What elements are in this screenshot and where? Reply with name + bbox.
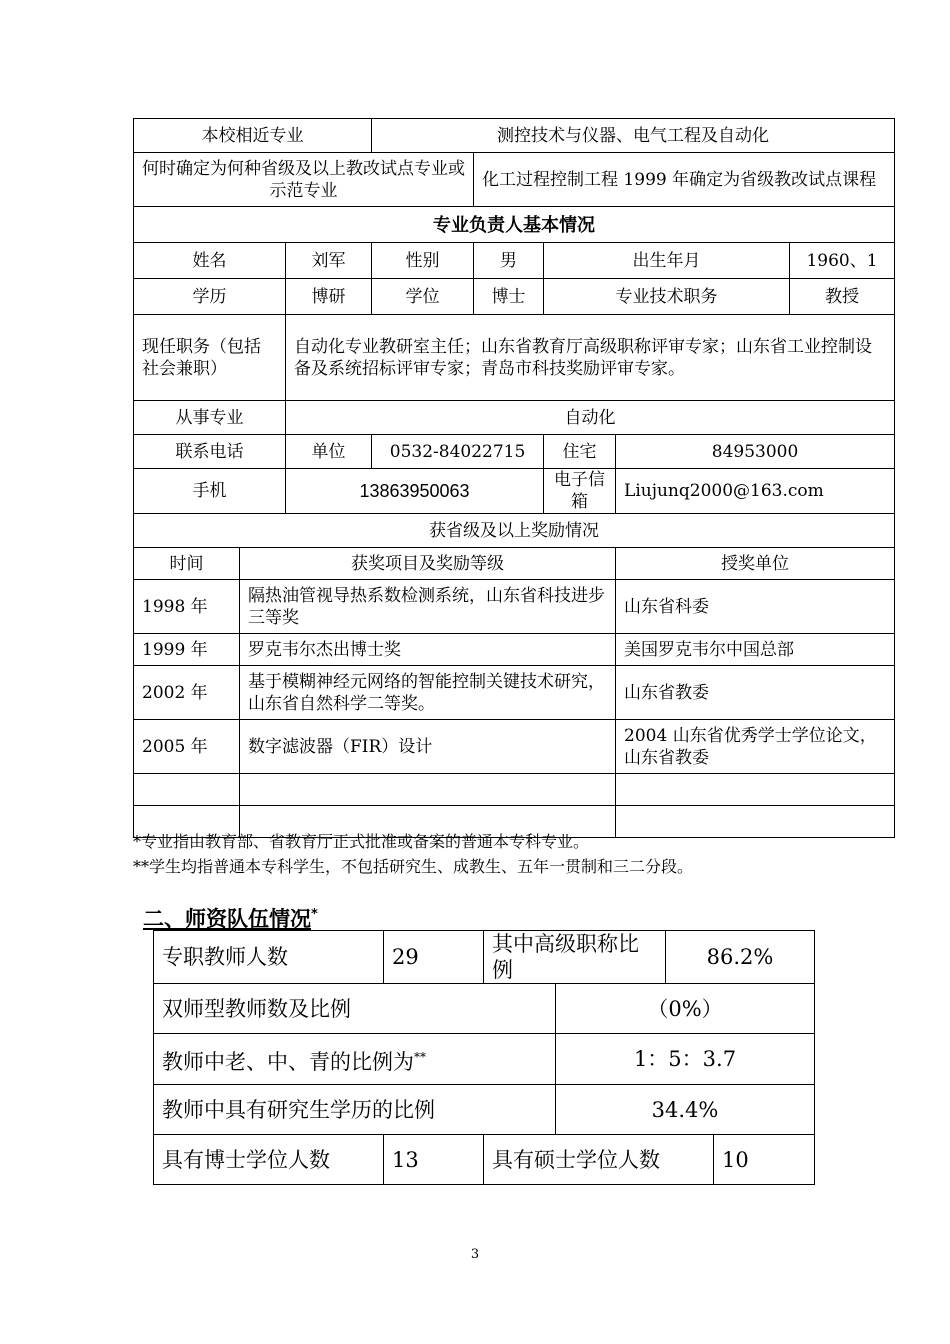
master-value: 10 bbox=[714, 1135, 815, 1185]
work-phone-label: 单位 bbox=[286, 435, 372, 469]
senior-label: 其中高级职称比例 bbox=[484, 931, 666, 984]
award-year: 1998 年 bbox=[134, 580, 240, 634]
degree-value: 博士 bbox=[474, 279, 544, 315]
mobile-value: 13863950063 bbox=[286, 469, 544, 514]
award-year: 2005 年 bbox=[134, 720, 240, 774]
degree-label: 学位 bbox=[372, 279, 474, 315]
empty-cell bbox=[616, 774, 895, 806]
title-value: 教授 bbox=[790, 279, 895, 315]
award-unit: 2004 山东省优秀学士学位论文，山东省教委 bbox=[616, 720, 895, 774]
age-value: 1：5：3.7 bbox=[556, 1034, 815, 1085]
award-unit: 山东省教委 bbox=[616, 666, 895, 720]
name-label: 姓名 bbox=[134, 243, 286, 279]
award-item: 隔热油管视导热系数检测系统，山东省科技进步三等奖 bbox=[240, 580, 616, 634]
mobile-label: 手机 bbox=[134, 469, 286, 514]
education-label: 学历 bbox=[134, 279, 286, 315]
phd-label: 具有博士学位人数 bbox=[154, 1135, 384, 1185]
page-number: 3 bbox=[470, 1247, 480, 1262]
award-unit: 山东省科委 bbox=[616, 580, 895, 634]
education-value: 博研 bbox=[286, 279, 372, 315]
dual-label: 双师型教师数及比例 bbox=[154, 984, 556, 1034]
footnote-1: *专业指由教育部、省教育厅正式批准或备案的普通本专科专业。 bbox=[133, 832, 590, 851]
gender-label: 性别 bbox=[372, 243, 474, 279]
gender-value: 男 bbox=[474, 243, 544, 279]
work-phone-value: 0532-84022715 bbox=[372, 435, 544, 469]
awards-header-time: 时间 bbox=[134, 548, 240, 580]
pilot-value: 化工过程控制工程 1999 年确定为省级教改试点课程 bbox=[474, 153, 895, 207]
award-item: 基于模糊神经元网络的智能控制关键技术研究，山东省自然科学二等奖。 bbox=[240, 666, 616, 720]
table-row bbox=[134, 580, 895, 634]
position-value: 自动化专业教研室主任；山东省教育厅高级职称评审专家；山东省工业控制设备及系统招标评审专家；青岛市科技奖励评审专家。 bbox=[286, 315, 895, 401]
table-row bbox=[134, 634, 895, 666]
table-row bbox=[134, 666, 895, 720]
faculty-table bbox=[153, 930, 815, 1185]
related-major-value: 测控技术与仪器、电气工程及自动化 bbox=[372, 119, 895, 153]
field-value: 自动化 bbox=[286, 401, 895, 435]
awards-header-item: 获奖项目及奖励等级 bbox=[240, 548, 616, 580]
pilot-label: 何时确定为何种省级及以上教改试点专业或示范专业 bbox=[134, 153, 474, 207]
faculty-section-title-text: 二、师资队伍情况 bbox=[143, 907, 311, 931]
master-label: 具有硕士学位人数 bbox=[484, 1135, 714, 1185]
table-row bbox=[134, 774, 895, 806]
age-label bbox=[154, 1034, 556, 1085]
phone-label: 联系电话 bbox=[134, 435, 286, 469]
faculty-section-mark: * bbox=[311, 907, 318, 922]
birth-value: 1960、1 bbox=[790, 243, 895, 279]
dual-value: （0%） bbox=[556, 984, 815, 1034]
empty-cell bbox=[240, 774, 616, 806]
footnote-2: **学生均指普通本专科学生，不包括研究生、成教生、五年一贯制和三二分段。 bbox=[133, 857, 694, 876]
title-label: 专业技术职务 bbox=[544, 279, 790, 315]
age-label-mark: ** bbox=[414, 1049, 426, 1064]
email-label: 电子信箱 bbox=[544, 469, 616, 514]
name-value: 刘军 bbox=[286, 243, 372, 279]
leader-section-title: 专业负责人基本情况 bbox=[134, 207, 895, 243]
empty-cell bbox=[616, 806, 895, 838]
awards-section-title: 获省级及以上奖励情况 bbox=[134, 514, 895, 548]
fulltime-label: 专职教师人数 bbox=[154, 931, 384, 984]
award-year: 1999 年 bbox=[134, 634, 240, 666]
home-phone-label: 住宅 bbox=[544, 435, 616, 469]
table-row bbox=[134, 720, 895, 774]
senior-value: 86.2% bbox=[666, 931, 815, 984]
email-value: Liujunq2000@163.com bbox=[616, 469, 895, 514]
awards-header-unit: 授奖单位 bbox=[616, 548, 895, 580]
faculty-section-title bbox=[143, 903, 318, 933]
award-year: 2002 年 bbox=[134, 666, 240, 720]
birth-label: 出生年月 bbox=[544, 243, 790, 279]
home-phone-value: 84953000 bbox=[616, 435, 895, 469]
age-label-text: 教师中老、中、青的比例为 bbox=[162, 1049, 414, 1074]
award-unit: 美国罗克韦尔中国总部 bbox=[616, 634, 895, 666]
empty-cell bbox=[134, 774, 240, 806]
phd-value: 13 bbox=[384, 1135, 484, 1185]
position-label: 现任职务（包括社会兼职） bbox=[134, 315, 286, 401]
field-label: 从事专业 bbox=[134, 401, 286, 435]
fulltime-value: 29 bbox=[384, 931, 484, 984]
award-item: 数字滤波器（FIR）设计 bbox=[240, 720, 616, 774]
major-info-table bbox=[133, 118, 895, 838]
related-major-label: 本校相近专业 bbox=[134, 119, 372, 153]
grad-value: 34.4% bbox=[556, 1085, 815, 1135]
grad-label: 教师中具有研究生学历的比例 bbox=[154, 1085, 556, 1135]
award-item: 罗克韦尔杰出博士奖 bbox=[240, 634, 616, 666]
